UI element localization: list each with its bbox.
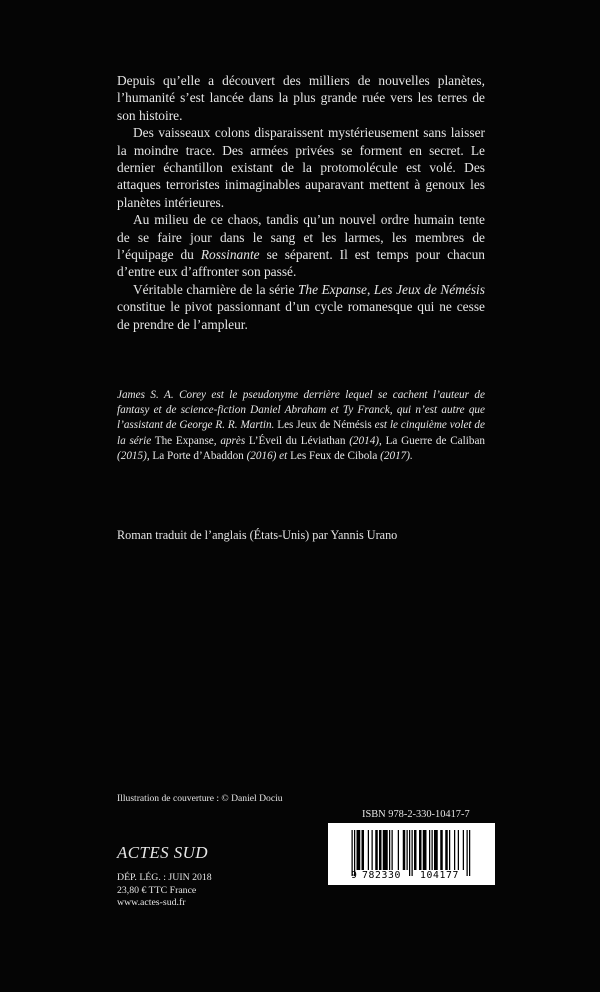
barcode-bar <box>454 830 455 870</box>
barcode-digits-left: 782330 <box>362 870 401 881</box>
isbn-number: ISBN 978-2-330-10417-7 <box>362 809 470 820</box>
barcode-bar <box>458 830 459 870</box>
barcode-bar <box>432 830 433 870</box>
blurb-paragraph: Véritable charnière de la série The Expanse, Les Jeux de Némésis constitue le pivot passionnant d’un cycle romanesque qui ne cesse de prendre de l’ampleur. <box>117 281 485 332</box>
barcode-bar <box>407 830 408 870</box>
barcode-digits-right: 104177 <box>420 870 459 881</box>
barcode-bar <box>440 830 443 870</box>
legal-deposit: DÉP. LÉG. : JUIN 2018 <box>117 872 212 883</box>
barcode-bar <box>434 830 438 870</box>
barcode-bar <box>362 830 365 870</box>
cover-illustration-credit: Illustration de couverture : © Daniel Dociu <box>117 793 283 804</box>
price: 23,80 € TTC France <box>117 884 197 896</box>
blurb-paragraph: Au milieu de ce chaos, tandis qu’un nouvel ordre humain tente de se faire jour dans le sang et les larmes, les membres de l’équipage du Rossinante se séparent. Il est temps pour chacun d’entre eux d’affronter son passé. <box>117 212 485 280</box>
barcode-bar <box>445 830 448 870</box>
publisher-website: www.actes-sud.fr <box>117 897 186 909</box>
barcode-bar <box>389 830 390 870</box>
barcode-bar <box>414 830 417 870</box>
barcode-bar <box>423 830 427 870</box>
ean-barcode <box>328 823 495 885</box>
barcode-bar <box>368 830 369 870</box>
barcode-bar <box>429 830 430 870</box>
barcode-bar <box>449 830 450 870</box>
barcode-bar <box>383 830 388 870</box>
barcode-digits <box>328 870 495 884</box>
blurb-paragraph: Des vaisseaux colons disparaissent mystérieusement sans laisser la moindre trace. Des armées privées se forment en secret. Le dernier échantillon existant de la protomolécule est volé. Des attaques terroristes inimaginables auparavant mettent à genoux les planètes intérieures. <box>117 125 485 210</box>
barcode-bar <box>403 830 406 870</box>
author-bio: James S. A. Corey est le pseudonyme derrière lequel se cachent l’auteur de fantasy et de science-fiction Daniel Abraham et Ty Franck, qui n’est autre que l’assistant de George R. R. Martin. Les Jeux de Némésis est le cinquième volet de la série The Expanse, après L’Éveil du Léviathan (2014), La Guerre de Caliban (2015), La Porte d’Abaddon (2016) et Les Feux de Cibola (2017). <box>117 389 485 462</box>
barcode-bar <box>392 830 393 870</box>
barcode-bar <box>419 830 422 870</box>
back-cover-blurb <box>117 72 485 333</box>
publisher-logo: ACTES SUD <box>117 843 208 862</box>
barcode-bar <box>398 830 399 870</box>
barcode-bar <box>357 830 361 870</box>
translation-note: Roman traduit de l’anglais (États-Unis) par Yannis Urano <box>117 528 398 542</box>
barcode-bar <box>372 830 373 870</box>
legal-info <box>117 872 212 910</box>
barcode-bar <box>463 830 464 870</box>
barcode-bar <box>375 830 378 870</box>
barcode-digit-first: 9 <box>351 870 357 881</box>
blurb-paragraph: Depuis qu’elle a découvert des milliers de nouvelles planètes, l’humanité s’est lancée dans la plus grande ruée vers les terres de son histoire. <box>117 73 485 123</box>
barcode-bar <box>379 830 382 870</box>
